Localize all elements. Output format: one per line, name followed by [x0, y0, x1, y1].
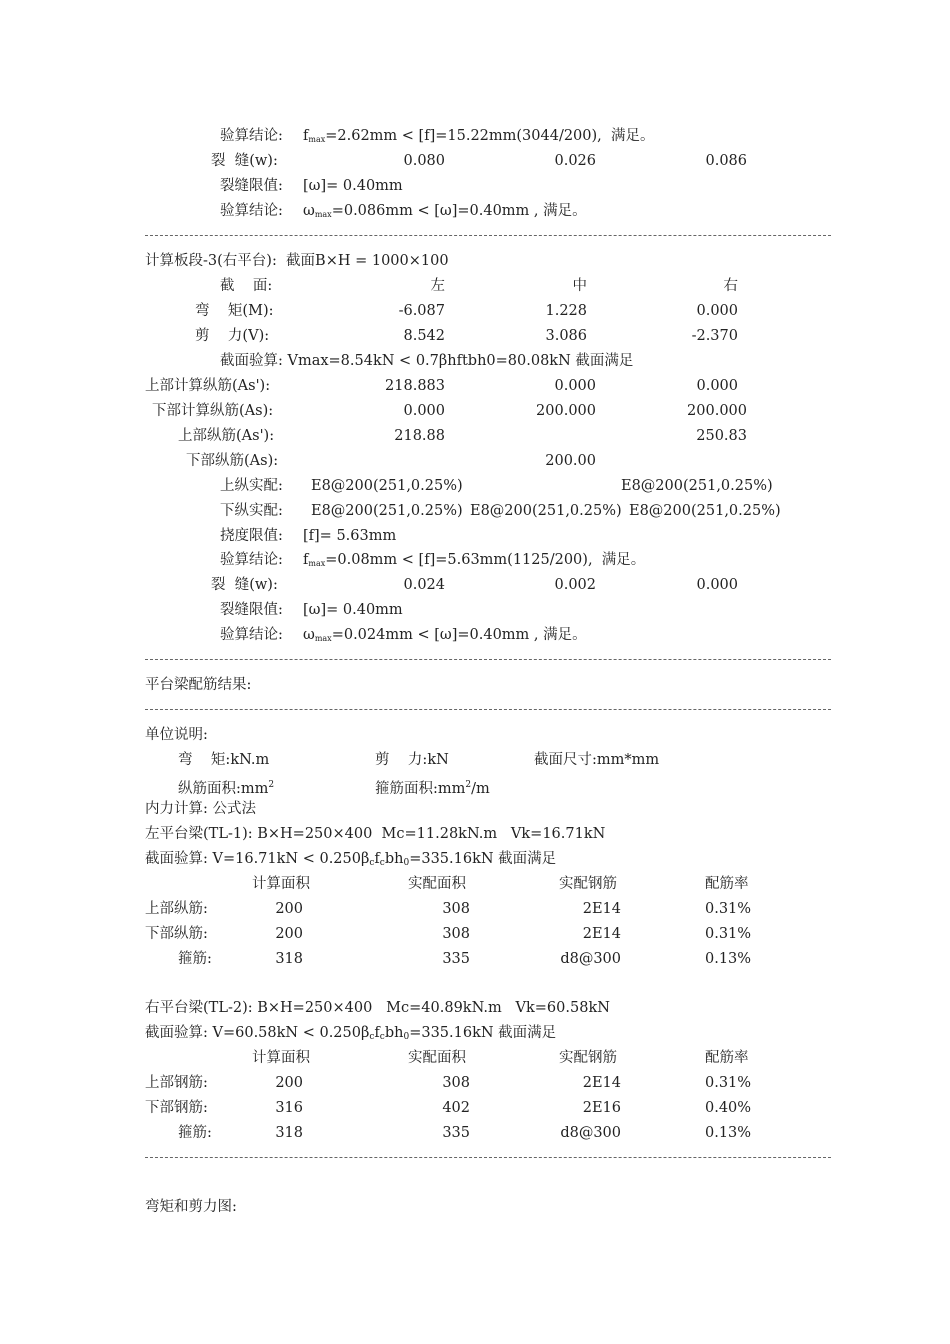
crack-check-label: 验算结论:: [220, 203, 283, 219]
moment-unit: 弯 矩:kN.m: [178, 752, 270, 768]
tl2-row-calc: 318: [275, 1125, 303, 1141]
seg3-bot-actual-label: 下纵实配:: [220, 503, 283, 519]
seg3-top-actual-label: 上纵实配:: [220, 478, 283, 494]
tl2-row-calc: 316: [275, 1100, 303, 1116]
tl2-row-actual: 308: [442, 1075, 470, 1091]
seg3-top-bar-left: 218.88: [394, 428, 445, 444]
stir-area-unit: 箍筋面积$:mm^2/m$: [375, 780, 490, 797]
seg3-top-calc-left: 218.883: [385, 378, 445, 394]
seg3-top-bar-right: 250.83: [696, 428, 747, 444]
seg3-crack-right: 0.000: [696, 577, 738, 593]
seg3-moment-left: -6.087: [398, 303, 445, 319]
tl2-row-ratio: 0.13%: [705, 1125, 752, 1141]
seg3-header-label: 截 面:: [220, 278, 273, 294]
section-unit: 截面尺寸:mm*mm: [534, 752, 660, 768]
seg3-bot-calc-label: 下部计算纵筋(As):: [152, 403, 274, 419]
method: 内力计算: 公式法: [145, 801, 256, 817]
tl1-row-actual: 335: [442, 951, 470, 967]
seg3-bot-calc-right: 200.000: [687, 403, 747, 419]
tl2-check: 截面验算: $V=60.58kN < 0.250\beta_cf_cbh_0=335.16kN$ 截面满足: [145, 1025, 557, 1042]
tl2-row-calc: 200: [275, 1075, 303, 1091]
seg3-crack-mid: 0.002: [554, 577, 596, 593]
seg3-crack-left: 0.024: [403, 577, 445, 593]
crack-limit-label: 裂缝限值:: [220, 178, 283, 194]
seg3-top-calc-label: 上部计算纵筋(As'):: [145, 378, 271, 394]
divider: [145, 659, 831, 660]
tl1-row-label: 下部纵筋:: [145, 926, 208, 942]
seg3-moment-label: 弯 矩(M):: [195, 303, 274, 319]
seg3-section-check: 截面验算: Vmax=8.54kN < 0.7βhftbh0=80.08kN 截面满足: [220, 353, 634, 369]
seg3-header-right: 右: [723, 278, 738, 294]
tl2-row-actual: 335: [442, 1125, 470, 1141]
tl1-row-label: 上部纵筋:: [145, 901, 208, 917]
seg3-shear-mid: 3.086: [545, 328, 587, 344]
seg3-defl-limit-label: 挠度限值:: [220, 528, 283, 544]
seg3-bot-actual-mid: E8@200(251,0.25%): [470, 503, 622, 519]
crack-left: 0.080: [403, 153, 445, 169]
defl-check-value: $f_{max}=2.62mm < [f]=15.22mm(3044/200)$, 满足。: [303, 128, 655, 144]
seg3-bot-actual-right: E8@200(251,0.25%): [629, 503, 781, 519]
tl1-row-ratio: 0.31%: [705, 926, 752, 942]
seg3-top-calc-mid: 0.000: [554, 378, 596, 394]
crack-check-value: $\omega_{max}=0.086mm < [\omega]=0.40mm$ , 满足。: [303, 203, 587, 219]
seg3-defl-check-label: 验算结论:: [220, 552, 283, 568]
tl1-col-ratio: 配筋率: [705, 876, 749, 892]
crack-right: 0.086: [705, 153, 747, 169]
seg3-top-actual-right: E8@200(251,0.25%): [621, 478, 773, 494]
seg3-defl-limit-value: [f]= 5.63mm: [303, 528, 397, 544]
seg3-bot-actual-left: E8@200(251,0.25%): [311, 503, 463, 519]
tl1-col-bars: 实配钢筋: [559, 876, 617, 892]
seg3-crack-check-value: $\omega_{max}=0.024mm < [\omega]=0.40mm$ , 满足。: [303, 627, 587, 643]
tl2-row-bars: d8@300: [560, 1125, 621, 1141]
seg3-top-actual-left: E8@200(251,0.25%): [311, 478, 463, 494]
tl2-row-actual: 402: [442, 1100, 470, 1116]
tl1-row-bars: d8@300: [560, 951, 621, 967]
tl1-col-calc: 计算面积: [252, 876, 310, 892]
beam-title: 平台梁配筋结果:: [145, 677, 252, 693]
seg3-crack-check-label: 验算结论:: [220, 627, 283, 643]
units-title: 单位说明:: [145, 727, 208, 743]
seg3-shear-left: 8.542: [403, 328, 445, 344]
seg3-bot-bar-label: 下部纵筋(As):: [186, 453, 279, 469]
divider: [145, 709, 831, 710]
tl1-row-calc: 318: [275, 951, 303, 967]
long-area-unit: 纵筋面积$:mm^2$: [178, 780, 275, 797]
tl1-row-ratio: 0.31%: [705, 901, 752, 917]
seg3-bot-bar-mid: 200.00: [545, 453, 596, 469]
tl2-col-calc: 计算面积: [252, 1050, 310, 1066]
tl1-row-calc: 200: [275, 901, 303, 917]
tl2-row-label: 上部钢筋:: [145, 1075, 208, 1091]
diagram-title: 弯矩和剪力图:: [145, 1199, 237, 1215]
seg3-header-left: 左: [430, 278, 445, 294]
tl2-row-bars: 2E16: [582, 1100, 621, 1116]
tl1-title: 左平台梁(TL-1): B×H=250×400 Mc=11.28kN.m Vk=16.71kN: [145, 826, 606, 842]
seg3-moment-mid: 1.228: [545, 303, 587, 319]
seg3-bot-calc-mid: 200.000: [536, 403, 596, 419]
tl2-col-ratio: 配筋率: [705, 1050, 749, 1066]
crack-label: 裂 缝(w):: [211, 153, 278, 169]
tl1-row-ratio: 0.13%: [705, 951, 752, 967]
tl2-row-bars: 2E14: [582, 1075, 621, 1091]
seg3-moment-right: 0.000: [696, 303, 738, 319]
tl2-row-ratio: 0.40%: [705, 1100, 752, 1116]
tl1-check: 截面验算: $V=16.71kN < 0.250\beta_cf_cbh_0=335.16kN$ 截面满足: [145, 851, 557, 868]
seg3-crack-limit-value: [ω]= 0.40mm: [303, 602, 403, 618]
seg3-crack-limit-label: 裂缝限值:: [220, 602, 283, 618]
tl1-col-actual: 实配面积: [408, 876, 466, 892]
tl1-row-actual: 308: [442, 926, 470, 942]
seg3-title: 计算板段-3(右平台): 截面B×H = 1000×100: [145, 253, 449, 269]
seg3-shear-right: -2.370: [691, 328, 738, 344]
seg3-header-mid: 中: [572, 278, 587, 294]
seg3-shear-label: 剪 力(V):: [195, 328, 270, 344]
crack-limit-value: [ω]= 0.40mm: [303, 178, 403, 194]
divider: [145, 1157, 831, 1158]
seg3-crack-label: 裂 缝(w):: [211, 577, 278, 593]
seg3-top-bar-label: 上部纵筋(As'):: [178, 428, 275, 444]
defl-check-label: 验算结论:: [220, 128, 283, 144]
tl1-row-bars: 2E14: [582, 926, 621, 942]
seg3-defl-check-value: $f_{max}=0.08mm < [f]=5.63mm(1125/200)$, 满足。: [303, 552, 646, 568]
seg3-top-calc-right: 0.000: [696, 378, 738, 394]
tl1-row-bars: 2E14: [582, 901, 621, 917]
tl2-col-bars: 实配钢筋: [559, 1050, 617, 1066]
tl2-title: 右平台梁(TL-2): B×H=250×400 Mc=40.89kN.m Vk=60.58kN: [145, 1000, 610, 1016]
tl1-row-calc: 200: [275, 926, 303, 942]
seg3-bot-calc-left: 0.000: [403, 403, 445, 419]
tl1-row-label: 箍筋:: [178, 951, 212, 967]
divider: [145, 235, 831, 236]
tl2-row-ratio: 0.31%: [705, 1075, 752, 1091]
tl2-row-label: 箍筋:: [178, 1125, 212, 1141]
tl1-row-actual: 308: [442, 901, 470, 917]
tl2-row-label: 下部钢筋:: [145, 1100, 208, 1116]
shear-unit: 剪 力:kN: [375, 752, 449, 768]
crack-mid: 0.026: [554, 153, 596, 169]
tl2-col-actual: 实配面积: [408, 1050, 466, 1066]
